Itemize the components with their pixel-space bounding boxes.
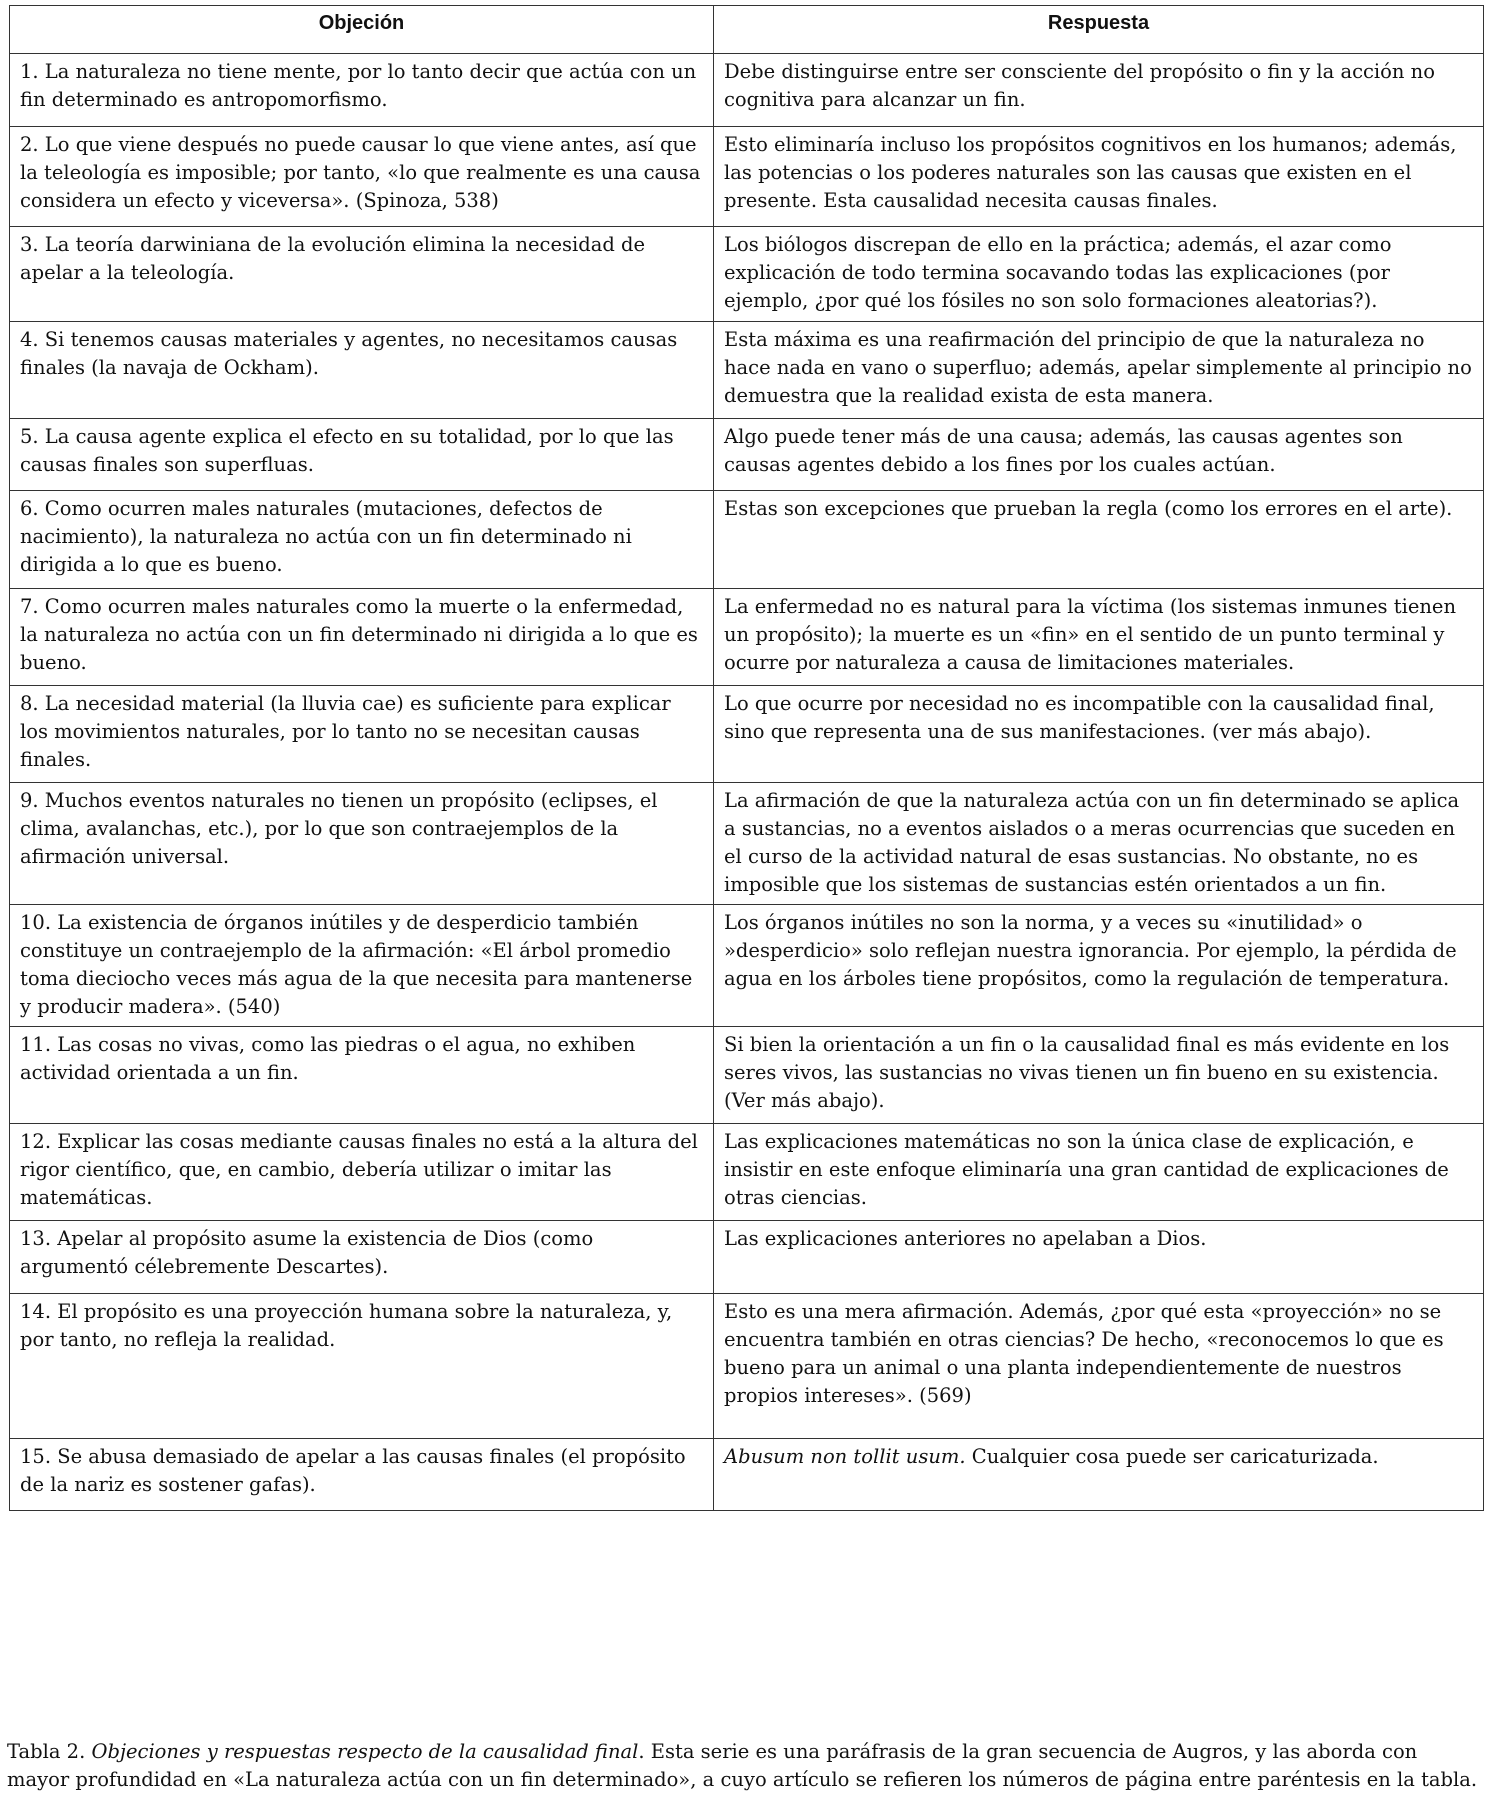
response-cell: La enfermedad no es natural para la víctima (los sistemas inmunes tienen un propósito); la muerte es un «fin» en el sentido de un punto terminal y ocurre por naturaleza a causa de limitaciones materiales. (714, 589, 1484, 686)
table-row (10, 783, 1484, 905)
response-cell: Esta máxima es una reafirmación del principio de que la naturaleza no hace nada en vano o superfluo; además, apelar simplemente al principio no demuestra que la realidad exista de esta manera. (714, 322, 1484, 419)
table-row (10, 686, 1484, 783)
objection-cell: 1. La naturaleza no tiene mente, por lo tanto decir que actúa con un fin determinado es antropomorfismo. (10, 54, 714, 127)
objection-cell: 12. Explicar las cosas mediante causas finales no está a la altura del rigor científico, que, en cambio, debería utilizar o imitar las matemáticas. (10, 1124, 714, 1221)
table-caption (7, 1738, 1485, 1794)
response-cell: Algo puede tener más de una causa; además, las causas agentes son causas agentes debido a los fines por los cuales actúan. (714, 419, 1484, 491)
table-row (10, 1439, 1484, 1511)
table-row (10, 589, 1484, 686)
table-row (10, 1294, 1484, 1439)
objection-cell: 15. Se abusa demasiado de apelar a las causas finales (el propósito de la nariz es sostener gafas). (10, 1439, 714, 1511)
table-row (10, 1027, 1484, 1124)
response-cell (714, 1439, 1484, 1511)
table-row (10, 54, 1484, 127)
objection-cell: 2. Lo que viene después no puede causar lo que viene antes, así que la teleología es imposible; por tanto, «lo que realmente es una causa considera un efecto y viceversa». (Spinoza, 538) (10, 127, 714, 227)
response-cell: Esto eliminaría incluso los propósitos cognitivos en los humanos; además, las potencias o los poderes naturales son las causas que existen en el presente. Esta causalidad necesita causas finales. (714, 127, 1484, 227)
table-row (10, 491, 1484, 589)
objection-cell: 13. Apelar al propósito asume la existencia de Dios (como argumentó célebremente Descartes). (10, 1221, 714, 1294)
caption-text: . Esta serie es una paráfrasis de la gran secuencia de Augros, y las aborda con mayor profundidad en «La naturaleza actúa con un fin determinado», a cuyo artículo se refieren los números de página entre paréntesis en la tabla. (7, 1740, 1478, 1791)
objections-table (9, 5, 1484, 1511)
table-header-row (10, 6, 1484, 54)
caption-title: Objeciones y respuestas respecto de la causalidad final (91, 1740, 639, 1763)
objection-cell: 10. La existencia de órganos inútiles y de desperdicio también constituye un contraejemplo de la afirmación: «El árbol promedio toma dieciocho veces más agua de la que necesita para mantenerse y producir madera». (540) (10, 905, 714, 1027)
response-cell: Estas son excepciones que prueban la regla (como los errores en el arte). (714, 491, 1484, 589)
objection-cell: 11. Las cosas no vivas, como las piedras o el agua, no exhiben actividad orientada a un fin. (10, 1027, 714, 1124)
table-row (10, 322, 1484, 419)
table-row (10, 905, 1484, 1027)
objection-cell: 9. Muchos eventos naturales no tienen un propósito (eclipses, el clima, avalanchas, etc.), por lo que son contraejemplos de la afirmación universal. (10, 783, 714, 905)
response-rest: Cualquier cosa puede ser caricaturizada. (965, 1445, 1379, 1468)
header-response: Respuesta (714, 6, 1484, 54)
response-cell: Esto es una mera afirmación. Además, ¿por qué esta «proyección» no se encuentra también en otras ciencias? De hecho, «reconocemos lo que es bueno para un animal o una planta independientemente de nuestros propios intereses». (569) (714, 1294, 1484, 1439)
table-row (10, 1221, 1484, 1294)
objection-cell: 6. Como ocurren males naturales (mutaciones, defectos de nacimiento), la naturaleza no actúa con un fin determinado ni dirigida a lo que es bueno. (10, 491, 714, 589)
objection-cell: 8. La necesidad material (la lluvia cae) es suficiente para explicar los movimientos naturales, por lo tanto no se necesitan causas finales. (10, 686, 714, 783)
objection-cell: 7. Como ocurren males naturales como la muerte o la enfermedad, la naturaleza no actúa con un fin determinado ni dirigida a lo que es bueno. (10, 589, 714, 686)
response-cell: Los órganos inútiles no son la norma, y a veces su «inutilidad» o »desperdicio» solo reflejan nuestra ignorancia. Por ejemplo, la pérdida de agua en los árboles tiene propósitos, como la regulación de temperatura. (714, 905, 1484, 1027)
objection-cell: 14. El propósito es una proyección humana sobre la naturaleza, y, por tanto, no refleja la realidad. (10, 1294, 714, 1439)
objection-cell: 4. Si tenemos causas materiales y agentes, no necesitamos causas finales (la navaja de Ockham). (10, 322, 714, 419)
objection-cell: 5. La causa agente explica el efecto en su totalidad, por lo que las causas finales son superfluas. (10, 419, 714, 491)
table-row (10, 1124, 1484, 1221)
response-latin-phrase: Abusum non tollit usum. (724, 1445, 966, 1468)
response-cell: Las explicaciones anteriores no apelaban a Dios. (714, 1221, 1484, 1294)
response-cell: Si bien la orientación a un fin o la causalidad final es más evidente en los seres vivos, las sustancias no vivas tienen un fin bueno en su existencia. (Ver más abajo). (714, 1027, 1484, 1124)
table-row (10, 127, 1484, 227)
header-objection: Objeción (10, 6, 714, 54)
caption-label: Tabla 2. (7, 1740, 92, 1763)
objection-cell: 3. La teoría darwiniana de la evolución elimina la necesidad de apelar a la teleología. (10, 227, 714, 322)
response-cell: Debe distinguirse entre ser consciente del propósito o fin y la acción no cognitiva para alcanzar un fin. (714, 54, 1484, 127)
response-cell: Los biólogos discrepan de ello en la práctica; además, el azar como explicación de todo termina socavando todas las explicaciones (por ejemplo, ¿por qué los fósiles no son solo formaciones aleatorias?). (714, 227, 1484, 322)
table-row (10, 419, 1484, 491)
response-cell: Las explicaciones matemáticas no son la única clase de explicación, e insistir en este enfoque eliminaría una gran cantidad de explicaciones de otras ciencias. (714, 1124, 1484, 1221)
table-row (10, 227, 1484, 322)
response-cell: Lo que ocurre por necesidad no es incompatible con la causalidad final, sino que representa una de sus manifestaciones. (ver más abajo). (714, 686, 1484, 783)
response-cell: La afirmación de que la naturaleza actúa con un fin determinado se aplica a sustancias, no a eventos aislados o a meras ocurrencias que suceden en el curso de la actividad natural de esas sustancias. No obstante, no es imposible que los sistemas de sustancias estén orientados a un fin. (714, 783, 1484, 905)
